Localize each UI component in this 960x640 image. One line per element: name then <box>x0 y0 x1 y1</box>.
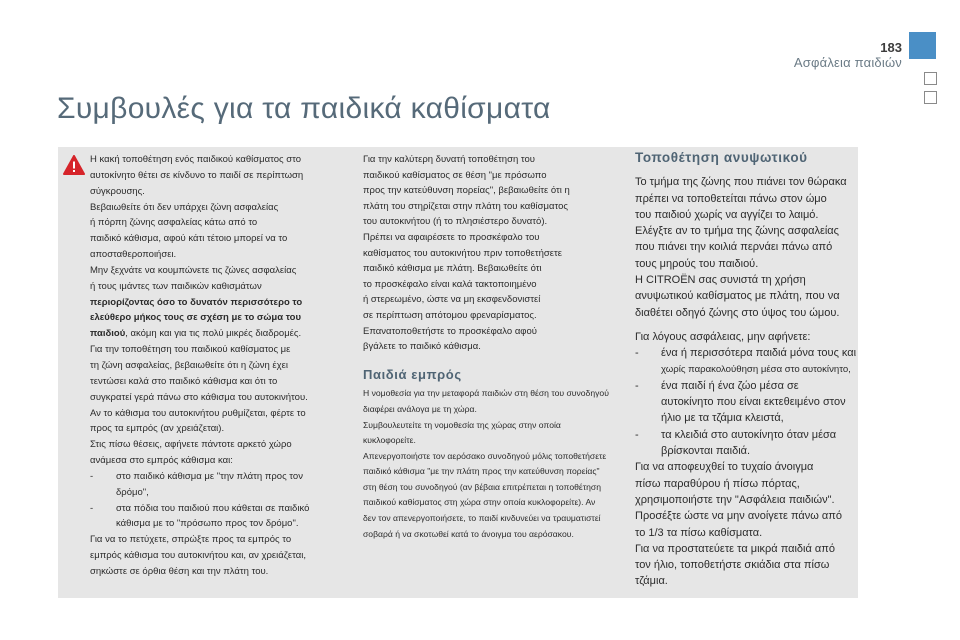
text-line: Για να αποφευχθεί το τυχαίο άνοιγμα <box>635 461 814 474</box>
text-line: παιδικού καθίσματος στη χώρα στην οποία κυκλοφορείτε). Αν <box>363 497 596 508</box>
text-line: Συμβουλευτείτε τη νομοθεσία της χώρας στην οποία <box>363 419 561 430</box>
text-line: ή στερεωμένο, ώστε να μη εκσφενδονιστεί <box>363 294 541 306</box>
text-line: σε περίπτωση απότομου φρεναρίσματος. <box>363 309 537 321</box>
booster-column <box>635 150 857 590</box>
text-line: ανάμεσα στο εμπρός κάθισμα και: <box>90 455 233 467</box>
text-line: σύγκρουσης. <box>90 185 145 197</box>
text-line: Το τμήμα της ζώνης που πιάνει τον θώρακα <box>635 176 847 189</box>
text-line: που πιάνει την κοιλιά περνάει πάνω από <box>635 241 833 254</box>
page-number: 183 <box>880 40 902 55</box>
emphasis-line: περιορίζοντας όσο το δυνατόν περισσότερο το <box>90 296 303 308</box>
text-line: Για να προστατεύετε τα μικρά παιδιά από <box>635 542 835 555</box>
text-line: Πρέπει να αφαιρέσετε το προσκέφαλο του <box>363 231 540 243</box>
bullet-text: ένα παιδί ή ένα ζώο μέσα σε <box>661 379 799 392</box>
text-line: Μην ξεχνάτε να κουμπώνετε τις ζώνες ασφαλείας <box>90 264 297 276</box>
bullet-continuation: αυτοκίνητο που είναι εκτεθειμένο στον <box>661 396 846 409</box>
text-line: ή τους ιμάντες των παιδικών καθισμάτων <box>90 280 262 292</box>
text-line: του παιδιού χωρίς να αγγίζει το λαιμό. <box>635 208 819 221</box>
text-line: Επανατοποθετήστε το προσκέφαλο αφού <box>363 325 537 337</box>
text-line: Η νομοθεσία για την μεταφορά παιδιών στη θέση του συνοδηγού <box>363 388 609 399</box>
text-line: παιδικό κάθισμα με πλάτη. Βεβαιωθείτε ότι <box>363 263 542 275</box>
text-line <box>90 326 353 342</box>
chapter-tab-empty-1 <box>924 72 937 85</box>
text-line: σοβαρά ή να σκοτωθεί κατά το άνοιγμα του αερόσακου. <box>363 528 574 539</box>
warning-text-column <box>90 152 353 580</box>
text-line: αυτοκίνητο θέτει σε κίνδυνο το παιδί σε περίπτωση <box>90 169 304 181</box>
text-line: διαφέρει ανάλογα με τη χώρα. <box>363 403 477 414</box>
text-line: κυκλοφορείτε. <box>363 435 416 446</box>
chapter-tab-empty-2 <box>924 91 937 104</box>
text-line: το 1/3 τα πίσω καθίσματα. <box>635 526 763 539</box>
text-line: βγάλετε το παιδικό κάθισμα. <box>363 341 481 353</box>
text-line: προς τα εμπρός (αν χρειάζεται). <box>90 423 225 435</box>
bullet-continuation: δρόμο", <box>116 486 149 498</box>
text-line: σηκώστε σε όρθια θέση και την πλάτη του. <box>90 565 269 577</box>
text-line: παιδικού καθίσματος σε θέση "με πρόσωπο <box>363 169 547 181</box>
text-line: αποσταθεροποιήσει. <box>90 249 177 261</box>
text-line: Για λόγους ασφάλειας, μην αφήνετε: <box>635 330 811 343</box>
text-line: Η κακή τοποθέτηση ενός παιδικού καθίσματος στο <box>90 154 302 165</box>
text-line: Ελέγξτε αν το τμήμα της ζώνης ασφαλείας <box>635 225 839 238</box>
emphasis-line: ελεύθερο μήκος τους σε σχέση με το σώμα του <box>90 312 302 324</box>
warning-icon <box>63 155 85 175</box>
text-line: Βεβαιωθείτε ότι δεν υπάρχει ζώνη ασφαλείας <box>90 201 279 213</box>
text-line: Απενεργοποιήστε τον αερόσακο συνοδηγού μόλις τοποθετήσετε <box>363 450 607 461</box>
text-line: καθίσματος του αυτοκινήτου πριν τοποθετήσετε <box>363 247 562 259</box>
text-line: τζάμια. <box>635 575 668 588</box>
text-line: Για την τοποθέτηση του παιδικού καθίσματος με <box>90 344 291 356</box>
text-line: Η CITROËN σας συνιστά τη χρήση <box>635 274 806 287</box>
text-line: χρησιμοποιήστε την "Ασφάλεια παιδιών". <box>635 493 835 506</box>
text-line: τη ζώνη ασφαλείας, βεβαιωθείτε ότι η ζώνη έχει <box>90 359 288 371</box>
bullet-item: - ένα παιδί ή ένα ζώο μέσα σε <box>635 379 799 392</box>
bullet-text: ένα ή περισσότερα παιδιά μόνα τους και <box>661 347 857 360</box>
bullet-continuation: βρίσκονται παιδιά. <box>661 445 751 458</box>
text-line: διαθέτει οδηγό ζώνης στο ύψος του ώμου. <box>635 306 840 319</box>
text-line: προς την κατεύθυνση πορείας", βεβαιωθείτε ότι η <box>363 185 570 197</box>
bullet-item: - ένα ή περισσότερα παιδιά μόνα τους και <box>635 347 857 360</box>
text-line: Για την καλύτερη δυνατή τοποθέτηση του <box>363 154 535 165</box>
text-line: του αυτοκινήτου (ή το πλησιέστερο δυνατό). <box>363 216 548 228</box>
text-line: τεντώσει καλά στο παιδικό κάθισμα και ότι το <box>90 375 278 387</box>
text-line: Για να το πετύχετε, σπρώξτε προς τα εμπρός το <box>90 534 292 546</box>
headrest-and-front-column <box>363 152 628 542</box>
text-line: παιδικό κάθισμα "με την πλάτη προς την κατεύθυνση πορείας" <box>363 466 600 477</box>
text-line: εμπρός κάθισμα του αυτοκινήτου και, αν χρειάζεται, <box>90 550 307 562</box>
bullet-text: στο παιδικό κάθισμα με "την πλάτη προς τον <box>116 470 303 482</box>
text-line: πίσω παραθύρου ή πίσω πόρτας, <box>635 477 800 490</box>
text-line: παιδικό κάθισμα, αφού κάτι τέτοιο μπορεί να το <box>90 233 288 245</box>
text-line: πλάτη του στηρίζεται στην πλάτη του καθίσματος <box>363 200 568 212</box>
text-line: τον ήλιο, τοποθετήστε σκιάδια στα πίσω <box>635 559 830 572</box>
section-name: Ασφάλεια παιδιών <box>793 55 902 70</box>
text-line: τους μηρούς του παιδιού. <box>635 257 759 270</box>
text-line: συγκρατεί γερά πάνω στο κάθισμα του αυτοκινήτου. <box>90 391 308 403</box>
emphasis-word: παιδιού <box>90 328 126 340</box>
chapter-tab-icon <box>909 32 936 59</box>
bullet-item: - στο παιδικό κάθισμα με "την πλάτη προς τον <box>90 470 303 482</box>
legal-note <box>363 386 628 542</box>
bullet-continuation: χωρίς παρακολούθηση μέσα στο αυτοκίνητο, <box>661 363 851 375</box>
text-line: Προσέξτε ώστε να μην ανοίγετε πάνω από <box>635 510 842 523</box>
section-title-children-front: Παιδιά εμπρός <box>363 366 462 382</box>
text-line: ή πόρπη ζώνης ασφαλείας κάτω από το <box>90 217 258 229</box>
bullet-text: τα κλειδιά στο αυτοκίνητο όταν μέσα <box>661 428 837 441</box>
spacer <box>635 321 857 329</box>
bullet-item: - τα κλειδιά στο αυτοκίνητο όταν μέσα <box>635 428 837 441</box>
text-line: πρέπει να τοποθετείται πάνω στον ώμο <box>635 192 827 205</box>
bullet-item: - στα πόδια του παιδιού που κάθεται σε παιδικό <box>90 502 310 514</box>
section-title-booster: Τοποθέτηση ανυψωτικού <box>635 150 808 165</box>
text-line: το προσκέφαλο είναι καλά τακτοποιημένο <box>363 278 537 290</box>
text-line: ανυψωτικού καθίσματος με πλάτη, που να <box>635 290 840 303</box>
text-line: δεν τον απενεργοποιήσετε, το παιδί κινδυνεύει να τραυματιστεί <box>363 513 601 524</box>
page-title: Συμβουλές για τα παιδικά καθίσματα <box>57 92 551 125</box>
bullet-text: στα πόδια του παιδιού που κάθεται σε παιδικό <box>116 502 310 514</box>
text-fragment: , ακόμη και για τις πολύ μικρές διαδρομές. <box>125 328 302 340</box>
text-line: Αν το κάθισμα του αυτοκινήτου ρυθμίζεται, φέρτε το <box>90 407 306 419</box>
text-line: στη θέση του συνοδηγού (αν βέβαια επιτρέπεται η τοποθέτηση <box>363 481 601 492</box>
bullet-continuation: κάθισμα με το "πρόσωπο προς τον δρόμο". <box>116 518 299 530</box>
text-line: Στις πίσω θέσεις, αφήνετε πάντοτε αρκετό χώρο <box>90 439 292 451</box>
bullet-continuation: ήλιο με τα τζάμια κλειστά, <box>661 412 784 425</box>
